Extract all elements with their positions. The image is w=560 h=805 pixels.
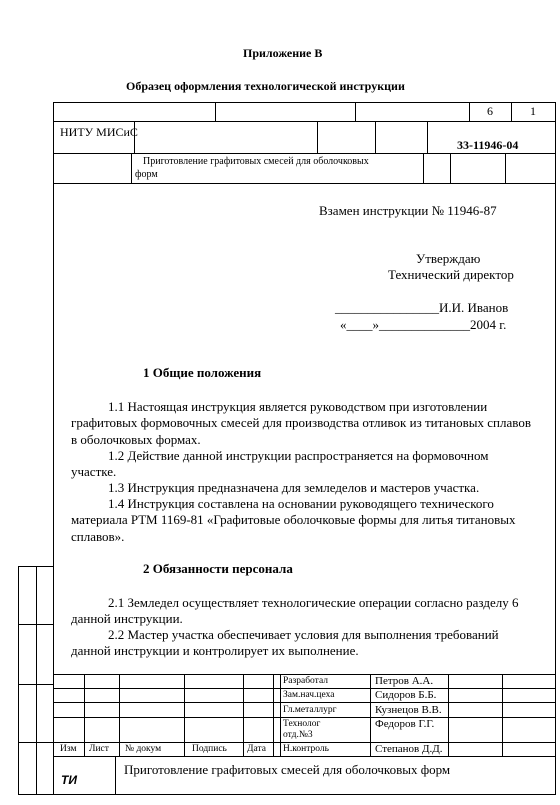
approval-signature-line: ________________И.И. Иванов [335,300,509,315]
header-line [53,121,556,122]
stamp-role: Зам.нач.цеха [283,690,335,700]
document-type-code: ТИ [61,773,77,787]
frame-left-line [53,102,54,795]
header-divider [423,153,424,183]
document-title-line2: форм [135,169,158,180]
replaces-note: Взамен инструкции № 11946-87 [319,203,497,218]
header-divider [375,121,376,153]
stamp-column-header: Дата [247,744,266,754]
stamp-name: Петров А.А. [375,675,434,687]
header-line [53,183,556,184]
margin-line [18,566,53,567]
stamp-document-title: Приготовление графитовых смесей для оболочковых форм [124,762,451,777]
stamp-line [53,702,556,703]
margin-line [36,566,37,795]
section1-paragraph: 1.4 Инструкция составлена на основании руководящего технического материала РТМ 1169-81 «Графитовые оболочковые формы для литья титановых сплавов». [71,496,516,544]
stamp-column-header: № докум [125,744,162,754]
stamp-line [53,688,280,689]
header-divider [427,121,428,153]
sheets-count: 1 [530,104,536,118]
stamp-line [53,717,556,718]
section1-paragraph: 1.1 Настоящая инструкция является руководством при изготовлении графитовых формовочных смесей для производства отливок из титановых сплавов в оболочковых формах. [71,399,531,447]
header-divider [131,153,132,183]
stamp-name: Федоров Г.Г. [375,718,435,730]
margin-line [18,624,53,625]
stamp-line [280,674,281,756]
stamp-role: Разработал [283,676,328,686]
document-title-line1: Приготовление графитовых смесей для оболочковых [143,156,369,167]
stamp-line [243,674,244,756]
header-divider [355,102,356,121]
stamp-line [53,756,556,757]
frame-bottom-line [18,794,556,795]
appendix-title: Приложение В [243,46,323,60]
header-divider [505,153,506,183]
stamp-line [119,674,120,756]
section2-paragraph: 2.1 Земледел осуществляет технологические операции согласно разделу 6 данной инструкции. [71,595,519,627]
approval-position: Технический директор [388,267,514,282]
header-divider [317,121,318,153]
margin-line [18,742,53,743]
section1-paragraph: 1.3 Инструкция предназначена для земледелов и мастеров участка. [108,480,480,495]
stamp-role: Н.контроль [283,744,329,754]
margin-line [18,684,53,685]
stamp-name: Степанов Д.Д. [375,743,443,755]
stamp-name: Сидоров Б.Б. [375,689,437,701]
section2-paragraph: 2.2 Мастер участка обеспечивает условия для выполнения требований данной инструкции и контролирует их выполнение. [71,627,499,659]
section1-paragraph: 1.2 Действие данной инструкции распространяется на формовочном участке. [71,448,489,480]
header-divider [469,102,470,121]
stamp-column-header: Лист [89,744,109,754]
section2-heading: 2 Обязанности персонала [143,561,293,576]
header-divider [215,102,216,121]
header-line [53,153,556,154]
stamp-line [184,674,185,756]
approval-date-line: «____»______________2004 г. [340,317,507,332]
header-divider [450,153,451,183]
stamp-line [502,674,503,756]
stamp-role: Технолог отд.№3 [283,719,321,740]
stamp-role: Гл.металлург [283,705,337,715]
stamp-column-header: Изм [60,744,77,754]
frame-top-line [53,102,556,103]
margin-line [18,566,19,795]
stamp-line [84,674,85,756]
organization-name: НИТУ МИСиС [60,125,138,139]
stamp-line [53,742,556,743]
approval-label: Утверждаю [416,251,481,266]
stamp-line [273,674,274,756]
frame-right-line [555,102,556,795]
stamp-name: Кузнецов В.В. [375,704,442,716]
sheet-number: 6 [487,104,493,118]
stamp-line [53,674,556,675]
document-code: 33-11946-04 [457,138,519,152]
stamp-line [115,756,116,794]
stamp-line [448,674,449,756]
header-divider [511,102,512,121]
document-subtitle: Образец оформления технологической инструкции [126,79,405,93]
section1-heading: 1 Общие положения [143,365,262,380]
stamp-line [370,674,371,756]
stamp-column-header: Подпись [192,744,227,754]
